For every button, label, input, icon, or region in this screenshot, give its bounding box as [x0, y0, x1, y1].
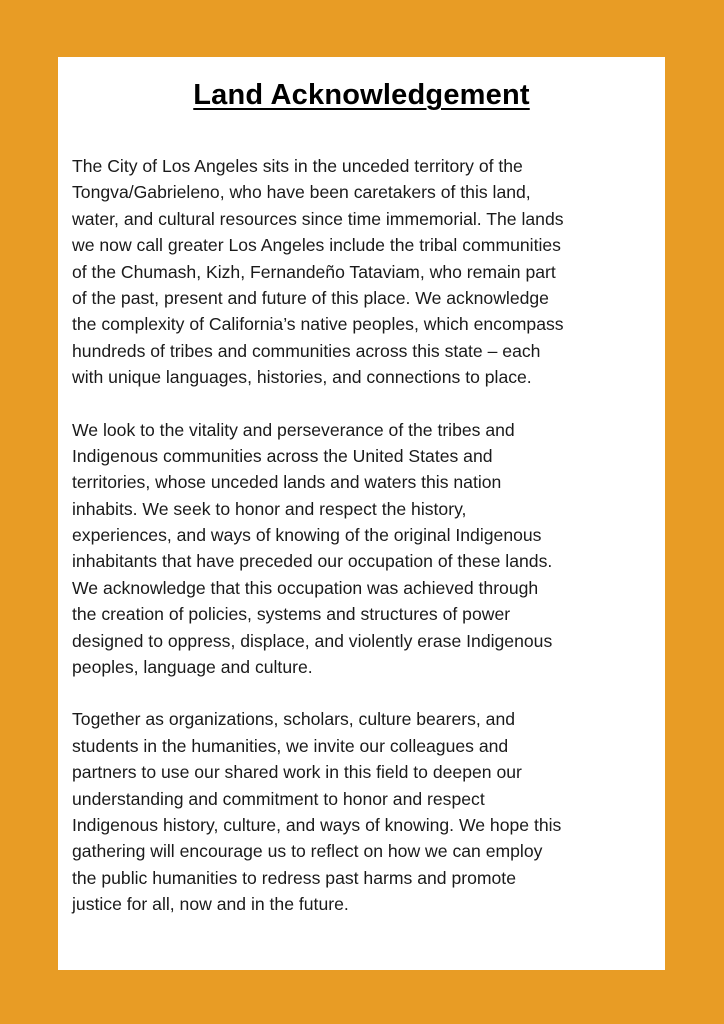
text-line: The City of Los Angeles sits in the unceded territory of the — [72, 156, 523, 176]
paragraph-3 — [72, 706, 662, 917]
text-line: partners to use our shared work in this field to deepen our — [72, 762, 522, 783]
text-line: inhabitants that have preceded our occupation of these lands. — [72, 551, 553, 572]
text-line: We acknowledge that this occupation was achieved through — [72, 577, 539, 598]
text-line: peoples, language and culture. — [72, 657, 313, 678]
text-line: inhabits. We seek to honor and respect the history, — [72, 498, 467, 519]
text-line: students in the humanities, we invite our colleagues and — [72, 735, 509, 756]
document-body — [72, 153, 662, 944]
text-line: of the Chumash, Kizh, Fernandeño Tataviam, who remain part — [72, 261, 556, 282]
text-line: the creation of policies, systems and structures of power — [72, 604, 511, 625]
text-line: we now call greater Los Angeles include the tribal communities — [72, 235, 561, 256]
paragraph-2 — [72, 417, 662, 681]
text-line: water, and cultural resources since time immemorial. The lands — [72, 208, 564, 229]
text-line: Indigenous communities across the United States and — [72, 445, 493, 466]
text-line: territories, whose unceded lands and waters this nation — [72, 472, 502, 493]
text-line: justice for all, now and in the future. — [72, 894, 349, 915]
text-line: the public humanities to redress past harms and promote — [72, 867, 516, 888]
text-line: We look to the vitality and perseverance of the tribes and — [72, 419, 515, 440]
text-line: designed to oppress, displace, and violently erase Indigenous — [72, 630, 553, 651]
text-line: Indigenous history, culture, and ways of knowing. We hope this — [72, 814, 562, 835]
text-line: experiences, and ways of knowing of the original Indigenous — [72, 525, 542, 546]
text-line: gathering will encourage us to reflect on how we can employ — [72, 841, 543, 862]
text-line: understanding and commitment to honor and respect — [72, 788, 485, 809]
text-line: the complexity of California’s native peoples, which encompass — [72, 314, 564, 335]
page-title: Land Acknowledgement — [193, 79, 530, 111]
text-line: hundreds of tribes and communities across this state – each — [72, 340, 541, 361]
paragraph-1 — [72, 153, 662, 391]
text-line: Tongva/Gabrieleno, who have been caretakers of this land, — [72, 182, 531, 203]
document-page — [58, 57, 665, 970]
text-line: Together as organizations, scholars, culture bearers, and — [72, 709, 516, 730]
text-line: with unique languages, histories, and connections to place. — [72, 367, 532, 388]
text-line: of the past, present and future of this place. We acknowledge — [72, 287, 549, 308]
